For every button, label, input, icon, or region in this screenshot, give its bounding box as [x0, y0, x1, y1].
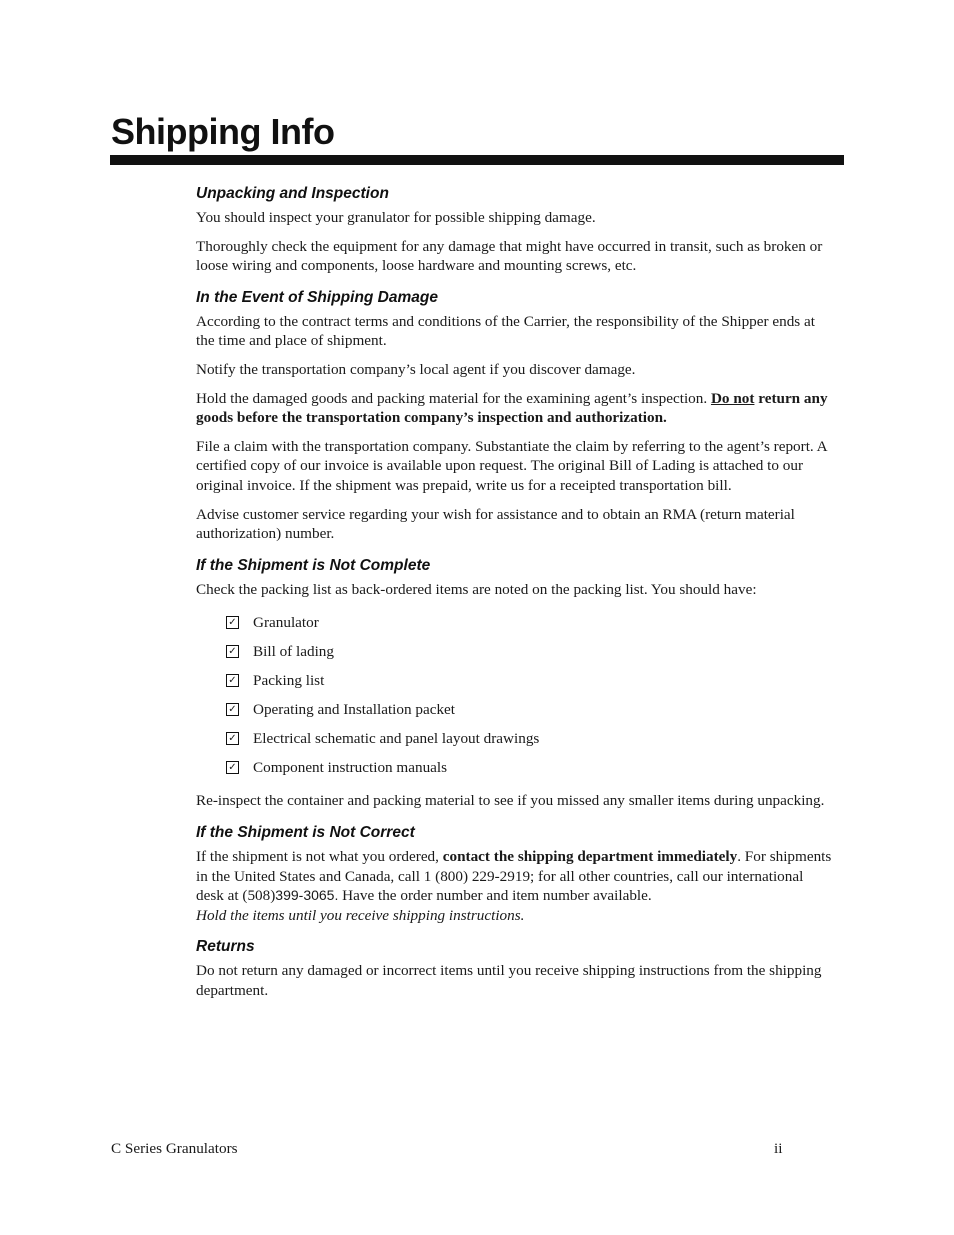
paragraph: You should inspect your granulator for possible shipping damage. [196, 209, 596, 226]
section-heading-unpacking: Unpacking and Inspection [196, 185, 389, 202]
section-not-complete [196, 556, 832, 811]
section-heading-returns: Returns [196, 938, 255, 956]
checklist-item-label: Component instruction manuals [253, 759, 448, 777]
checked-box-icon: ✓ [226, 674, 239, 687]
checked-box-icon: ✓ [226, 732, 239, 745]
section-unpacking [196, 184, 832, 276]
checked-box-icon: ✓ [226, 703, 239, 716]
warning-do-not: Do not [710, 389, 755, 407]
title-rule [110, 155, 844, 165]
checked-box-icon: ✓ [226, 645, 239, 658]
checklist-item [226, 724, 832, 753]
international-phone: 399-3065. [275, 887, 339, 904]
section-returns [196, 937, 832, 1000]
checklist-item [226, 637, 832, 666]
checklist-item [226, 608, 832, 637]
contact-lead-text: If the shipment is not what you ordered, [196, 847, 443, 865]
checked-box-icon: ✓ [226, 761, 239, 774]
paragraph: File a claim with the transportation company. Substantiate the claim by referring to the agent’s report. A certified copy of our invoice is available upon request. The original Bill of Lading is attached to our original invoice. If the shipment was prepaid, write us for a receipted transportation bill. [196, 437, 827, 494]
warning-lead-text: Hold the damaged goods and packing material for the examining agent’s inspection. [196, 389, 711, 407]
footer-page-number: ii [774, 1140, 783, 1157]
page-content [196, 184, 832, 1012]
paragraph-contact [196, 847, 832, 925]
checked-box-icon: ✓ [226, 616, 239, 629]
section-heading-not-correct: If the Shipment is Not Correct [196, 823, 415, 841]
footer-document-title: C Series Granulators [111, 1140, 238, 1157]
packing-checklist [196, 608, 832, 782]
paragraph: Thoroughly check the equipment for any damage that might have occurred in transit, such as broken or loose wiring and components, loose hardware and mounting screws, etc. [196, 237, 823, 275]
contact-end-text: Have the order number and item number available. [338, 887, 652, 905]
warning-bold-text: return any goods before the transportation company’s inspection and authorization. [196, 389, 828, 427]
paragraph-warning [196, 389, 832, 428]
checklist-item-label: Granulator [253, 614, 319, 632]
contact-emphasis: contact the shipping department immediately [442, 847, 738, 865]
paragraph: According to the contract terms and conditions of the Carrier, the responsibility of the Shipper ends at the time and place of shipment. [196, 312, 815, 350]
checklist-item-label: Bill of lading [253, 643, 334, 661]
page-title: Shipping Info [111, 111, 335, 152]
paragraph: Do not return any damaged or incorrect items until you receive shipping instructions from the shipping department. [196, 962, 822, 999]
checklist-item [226, 666, 832, 695]
contact-details: . For shipments in the United States and Canada, call 1 (800) 229-2919; for all other countries, call our international desk at (508) [196, 847, 832, 905]
paragraph: Re-inspect the container and packing material to see if you missed any smaller items during unpacking. [196, 792, 825, 810]
section-heading-not-complete: If the Shipment is Not Complete [196, 556, 431, 574]
checklist-item [226, 753, 832, 782]
checklist-item-label: Packing list [253, 672, 325, 690]
checklist-item-label: Operating and Installation packet [253, 701, 456, 719]
section-heading-shipping-damage: In the Event of Shipping Damage [196, 288, 438, 306]
paragraph: Notify the transportation company’s local agent if you discover damage. [196, 360, 636, 378]
paragraph: Check the packing list as back-ordered items are noted on the packing list. You should have: [196, 580, 757, 598]
checklist-item-label: Electrical schematic and panel layout drawings [253, 730, 540, 748]
paragraph: Advise customer service regarding your wish for assistance and to obtain an RMA (return material authorization) number. [196, 505, 795, 543]
checklist-item [226, 695, 832, 724]
hold-items-note: Hold the items until you receive shipping instructions. [196, 906, 525, 924]
section-not-correct [196, 823, 832, 925]
section-shipping-damage [196, 288, 832, 544]
